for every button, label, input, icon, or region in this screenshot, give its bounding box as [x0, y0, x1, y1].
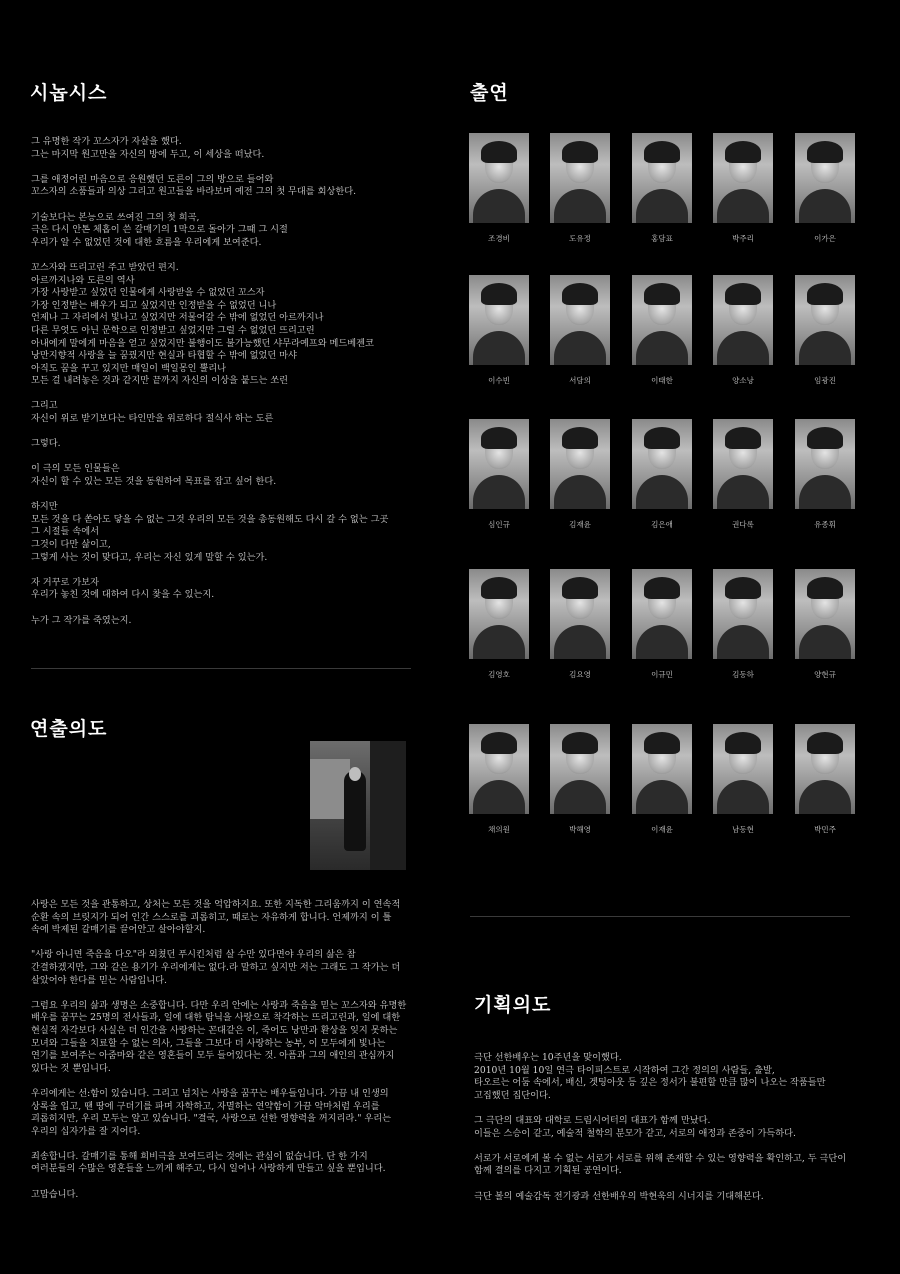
- synopsis-paragraph: 이 극의 모든 인물들은 자신이 할 수 있는 모든 것을 동원하여 목표를 잡고 싶어 한다.: [31, 463, 277, 488]
- direction-paragraph: 사랑은 모든 것을 관통하고, 상처는 모든 것을 억압하지요. 또한 지독한 그리움까지 이 연속적 순환 속의 브릿지가 되어 인간 스스로를 괴롭히고, 때로는 자유하게 합니다. 언제까지 이 틀 속에 박제된 갈매기를 끌어안고 살아야할지.: [31, 899, 401, 936]
- synopsis-title: 시놉시스: [30, 82, 108, 104]
- cast-photo: [550, 569, 610, 659]
- cast-photo: [713, 275, 773, 365]
- planning-paragraph: 극단 선한배우는 10주년을 맞이했다. 2010년 10월 10일 연극 타이피스트로 시작하여 그간 정의의 사람들, 출발, 타오르는 어둠 속에서, 배신, 겟팅아웃 등 깊은 정서가 불편할 만큼 많이 나오는 작품들만 고집했던 집단이다.: [474, 1052, 826, 1101]
- cast-photo: [469, 133, 529, 223]
- cast-name: 심인규: [488, 520, 510, 529]
- cast-photo: [632, 569, 692, 659]
- cast-name: 박해영: [569, 825, 591, 834]
- cast-photo: [795, 275, 855, 365]
- planning-paragraph: 서로가 서로에게 볼 수 없는 서로가 서로를 위해 존재할 수 있는 영향력을 확인하고, 두 극단이 함께 결의를 다지고 기획된 공연이다.: [474, 1152, 847, 1177]
- cast-name: 홍담표: [651, 234, 673, 243]
- direction-paragraph: 죄송합니다. 갈매기를 통해 희비극을 보여드리는 것에는 관심이 없습니다. 단 한 가지 여러분들의 수많은 영혼들을 느끼게 해주고, 다시 일어나 사랑하게 만들고 싶을 뿐입니다.: [31, 1150, 386, 1175]
- cast-divider: [470, 916, 850, 917]
- synopsis-paragraph: 그리고 자신이 위로 받기보다는 타인만을 위로하다 절식사 하는 도른: [31, 400, 274, 425]
- cast-photo: [469, 569, 529, 659]
- cast-name: 도유정: [569, 234, 591, 243]
- cast-photo: [713, 724, 773, 814]
- cast-name: 이수빈: [488, 376, 510, 385]
- direction-text: [31, 899, 441, 1214]
- planning-text: [474, 1052, 874, 1216]
- synopsis-paragraph: 하지만 모든 것을 다 쏟아도 닿을 수 없는 그것 우리의 모든 것을 총동원해도 다시 갈 수 없는 그곳 그 시절들 속에서 그것이 다만 삶이고, 그렇게 사는 것이 맞다고, 우리는 자신 있게 말할 수 있는가.: [31, 501, 389, 563]
- cast-photo: [632, 724, 692, 814]
- planning-title: 기획의도: [474, 994, 552, 1016]
- synopsis-paragraph: 자 거꾸로 가보자 우리가 놓친 것에 대하여 다시 찾을 수 있는지.: [31, 576, 215, 601]
- cast-photo: [632, 133, 692, 223]
- cast-name: 임광진: [814, 376, 836, 385]
- cast-name: 이규민: [651, 670, 673, 679]
- synopsis-paragraph: 꼬스자와 뜨리고린 주고 받았던 편지. 아르까지나와 도른의 역사 가장 사랑받고 싶었던 인물에게 사랑받을 수 없었던 꼬스자 가장 인정받는 배우가 되고 싶었지만 인정받을 수 없었던 니나 언제나 그 자리에서 빛나고 싶었지만 저물어갈 수 밖에 없었던 아르까지나 다른 무엇도 아닌 문학으로 인정받고 싶었지만 그럴 수 없었던 뜨리고린 아내에게 말에게 마음을 얻고 싶었지만 불행이도 불가능했던 샤무라예프와 메드베젠코 낭만지향적 사랑을 늘 꿈꿨지만 현실과 타협할 수 밖에 없었던 마샤 아직도 꿈을 꾸고 있지만 매일이 백일몽인 뿔리나 모든 걸 내려놓은 것과 같지만 끝까지 자신의 이상을 붙드는 쏘린: [31, 261, 374, 387]
- cast-name: 조경비: [488, 234, 510, 243]
- cast-photo: [632, 419, 692, 509]
- planning-paragraph: 극단 볼의 예술감독 전기광과 선한배우의 박현욱의 시너지를 기대해본다.: [474, 1190, 764, 1202]
- synopsis-text: [31, 136, 431, 640]
- cast-name: 서담의: [569, 376, 591, 385]
- direction-paragraph: 고맙습니다.: [31, 1188, 79, 1200]
- cast-name: 권다록: [732, 520, 754, 529]
- cast-name: 박민주: [814, 825, 836, 834]
- cast-name: 김재윤: [569, 520, 591, 529]
- cast-photo: [550, 724, 610, 814]
- cast-name: 김은애: [651, 520, 673, 529]
- cast-title: 출연: [470, 82, 509, 104]
- direction-paragraph: "사랑 아니면 죽음을 다오"라 외쳤던 푸시킨처럼 살 수만 있다면야 우리의 삶은 참 간결하겠지만, 그와 같은 용기가 우리에게는 없다.라 말하고 싶지만 저는 그래도 그 작가는 더 살았어야 한다를 믿는 사람입니다.: [31, 949, 401, 986]
- cast-name: 채의원: [488, 825, 510, 834]
- direction-paragraph: 그럼요 우리의 삶과 생명은 소중합니다. 다만 우리 안에는 사랑과 죽음을 믿는 꼬스자와 유명한 배우를 꿈꾸는 25명의 전사들과, 일에 대한 탐닉을 사랑으로 착각하는 뜨리고린과, 일에 대한 현실적 자각보다 사실은 더 인간을 사랑하는 꼰대같은 이, 죽어도 낭만과 환상을 잊지 못하는 모녀와 그들을 치료할 수 없는 의사, 그들을 그보다 더 사랑하는 농부, 이 모두에게 빛나는 연기를 보여주는 아줌마와 같은 영혼들이 모두 들어있다는 것. 아픔과 그의 애인의 관심까지 있다는 것 뿐입니다.: [31, 999, 407, 1074]
- cast-photo: [795, 419, 855, 509]
- cast-photo: [550, 419, 610, 509]
- cast-photo: [550, 275, 610, 365]
- cast-name: 이태한: [651, 376, 673, 385]
- cast-name: 유종휘: [814, 520, 836, 529]
- cast-name: 이가은: [814, 234, 836, 243]
- planning-paragraph: 그 극단의 대표와 대학로 드림시어터의 대표가 함께 만났다. 이들은 스승이 같고, 예술적 철학의 분모가 같고, 서로의 애정과 존중이 가득하다.: [474, 1114, 796, 1139]
- synopsis-paragraph: 그 유명한 작가 꼬스자가 자살을 했다. 그는 마지막 원고만을 자신의 방에 두고, 이 세상을 떠났다.: [31, 136, 265, 160]
- cast-photo: [550, 133, 610, 223]
- synopsis-divider: [31, 668, 411, 669]
- director-photo: [310, 741, 406, 870]
- cast-photo: [632, 275, 692, 365]
- synopsis-paragraph: 기술보다는 본능으로 쓰여진 그의 첫 희곡, 극은 다시 안톤 체홉이 쓴 갈매기의 1막으로 돌아가 그때 그 시절 우리가 알 수 없었던 것에 대한 흐름을 우리에게 보여준다.: [31, 211, 288, 248]
- cast-photo: [469, 724, 529, 814]
- cast-name: 김동하: [732, 670, 754, 679]
- cast-name: 이재윤: [651, 825, 673, 834]
- cast-photo: [713, 419, 773, 509]
- cast-photo: [469, 419, 529, 509]
- synopsis-paragraph: 그렇다.: [31, 438, 61, 450]
- cast-name: 김영호: [488, 670, 510, 679]
- synopsis-paragraph: 누가 그 작가를 죽였는지.: [31, 614, 132, 626]
- cast-photo: [795, 724, 855, 814]
- direction-title: 연출의도: [30, 718, 108, 740]
- cast-photo: [795, 133, 855, 223]
- cast-name: 김요영: [569, 670, 591, 679]
- synopsis-paragraph: 그를 애정어린 마음으로 응원했던 도른이 그의 방으로 들어와 꼬스자의 소품들과 의상 그리고 원고들을 바라보며 예전 그의 첫 무대를 회상한다.: [31, 173, 357, 198]
- cast-name: 박주리: [732, 234, 754, 243]
- cast-photo: [713, 569, 773, 659]
- cast-name: 남동현: [732, 825, 754, 834]
- direction-paragraph: 우리에게는 선:함이 있습니다. 그리고 넘치는 사랑을 꿈꾸는 배우들입니다. 가끔 내 인생의 상록을 입고, 땐 땅에 구더기를 파며 자학하고, 자멸하는 연약함이 가끔 악마처럼 우리를 괴롭히지만, 우리 모두는 알고 있습니다. "결국, 사랑으로 선한 영향력을 꺼지리라." 우리는 우리의 십자가를 잘 지어다.: [31, 1087, 391, 1137]
- cast-photo: [795, 569, 855, 659]
- cast-photo: [469, 275, 529, 365]
- cast-name: 양현규: [814, 670, 836, 679]
- cast-name: 양소낭: [732, 376, 754, 385]
- cast-photo: [713, 133, 773, 223]
